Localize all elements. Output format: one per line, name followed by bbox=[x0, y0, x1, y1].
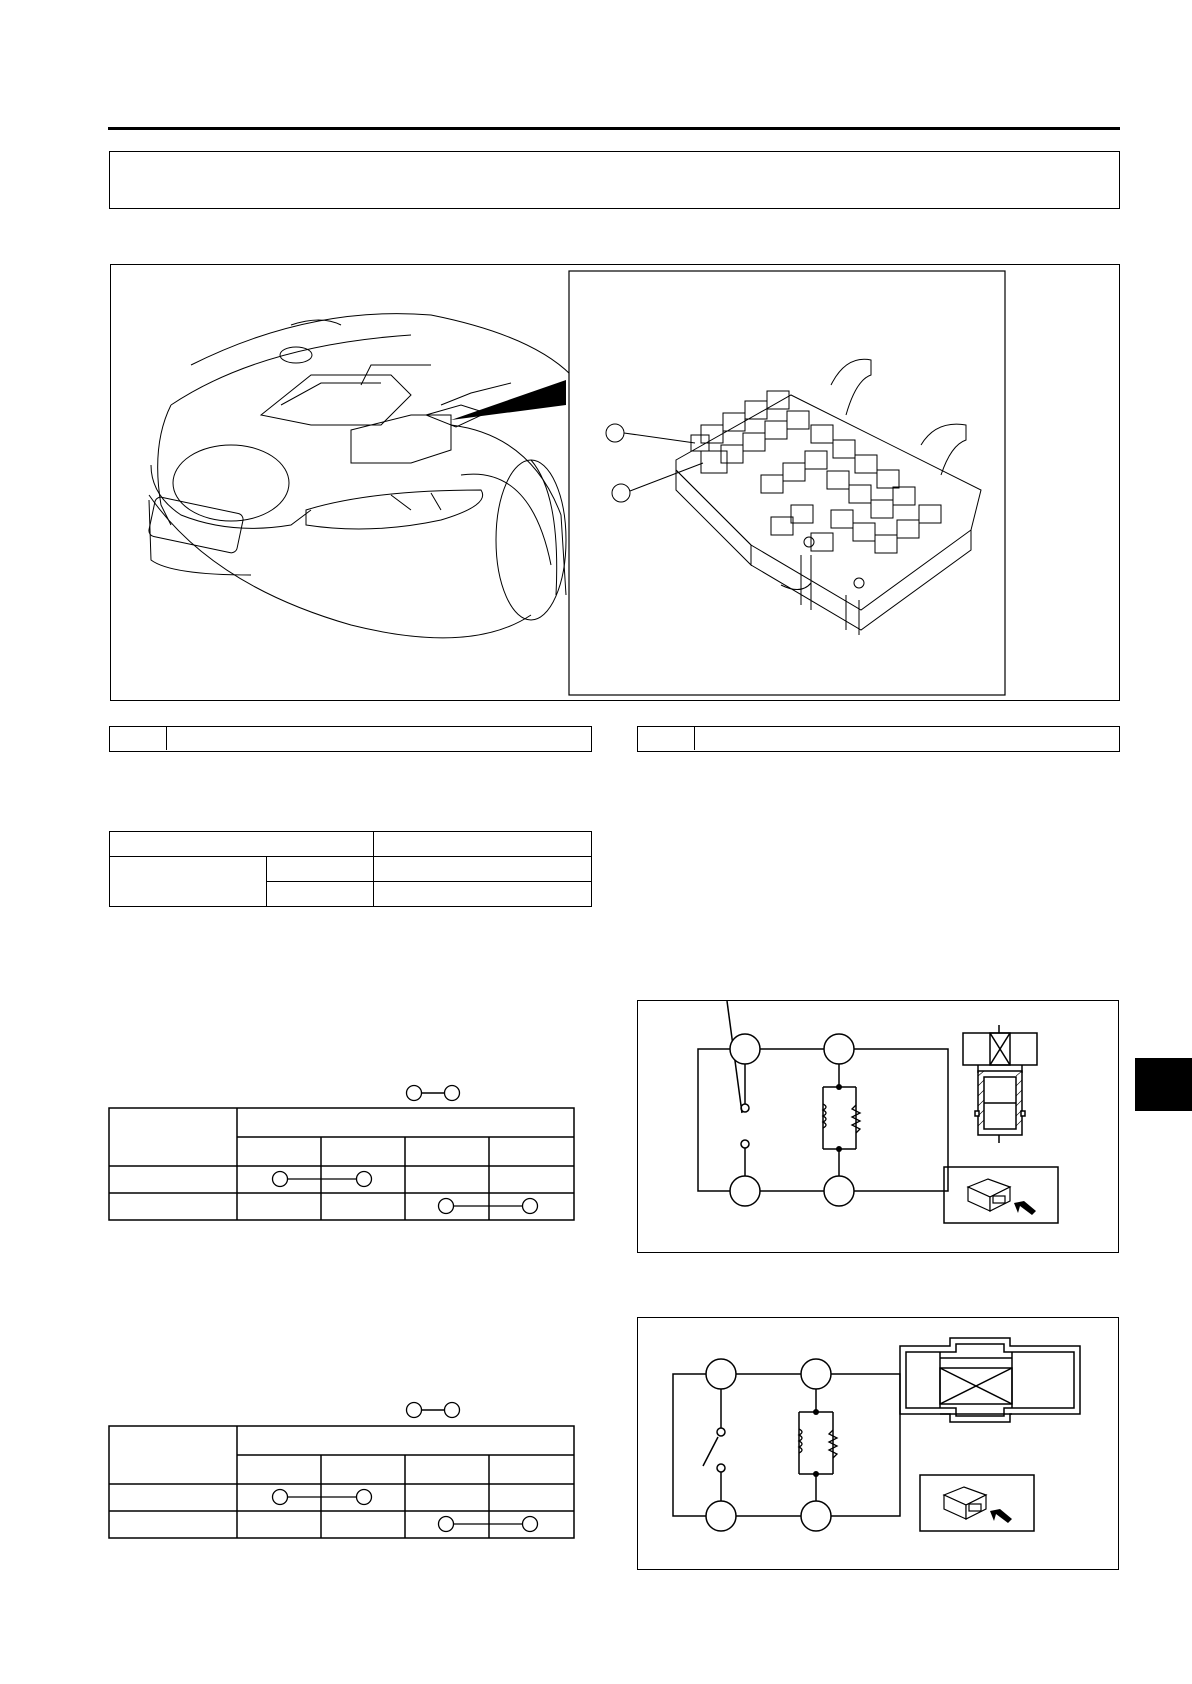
continuity-table-1 bbox=[108, 1107, 575, 1221]
spec-row-value bbox=[374, 857, 592, 882]
spec-row-value bbox=[374, 882, 592, 907]
connector-view-icon bbox=[968, 1179, 1010, 1211]
spec-row-label bbox=[110, 857, 267, 907]
spec-col-header bbox=[374, 832, 592, 857]
relay-diagram-2 bbox=[637, 1317, 1119, 1570]
continuity-table-2 bbox=[108, 1425, 575, 1539]
left-panel-index bbox=[110, 727, 167, 750]
spec-table bbox=[109, 831, 592, 907]
vehicle-engine-bay-illustration bbox=[111, 265, 1118, 699]
spec-col-header bbox=[110, 832, 374, 857]
location-illustration-panel bbox=[110, 264, 1120, 701]
right-panel-index bbox=[638, 727, 695, 750]
continuity-legend-1 bbox=[404, 1083, 464, 1103]
right-panel-head bbox=[637, 726, 1120, 752]
section-title-box bbox=[109, 151, 1120, 209]
side-tab bbox=[1135, 1058, 1192, 1111]
relay-diagram-1 bbox=[637, 1000, 1119, 1253]
connector-view-icon bbox=[944, 1487, 986, 1519]
left-panel-head bbox=[109, 726, 592, 752]
header-rule bbox=[108, 127, 1120, 130]
spec-row-sub bbox=[266, 882, 374, 907]
spec-row-sub bbox=[266, 857, 374, 882]
continuity-legend-2 bbox=[404, 1400, 464, 1420]
